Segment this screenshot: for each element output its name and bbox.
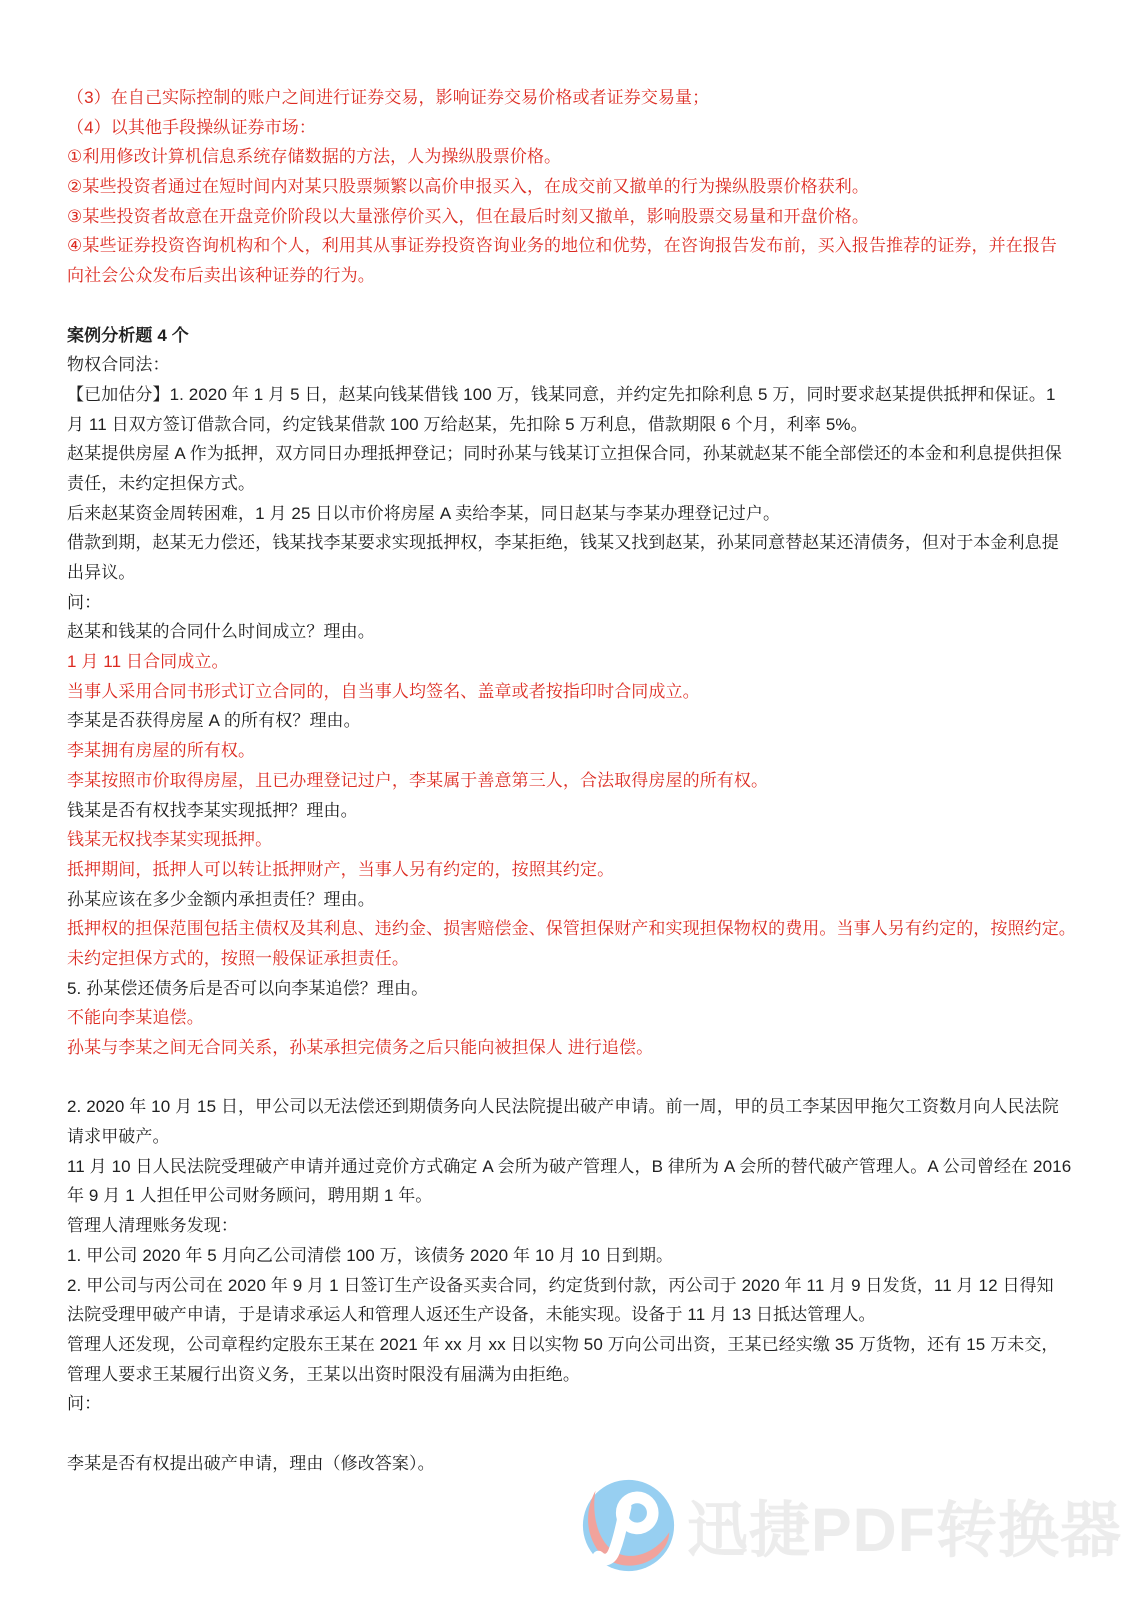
text-line: ③某些投资者故意在开盘竞价阶段以大量涨停价买入，但在最后时刻又撤单，影响股票交易量和开盘价格。 bbox=[67, 206, 869, 226]
text-line: 案例分析题 4 个 bbox=[67, 325, 189, 345]
text-line: 2. 2020 年 10 月 15 日，甲公司以无法偿还到期债务向人民法院提出破产申请。前一周，甲的员工李某因甲拖欠工资数月向人民法院 bbox=[67, 1097, 1059, 1117]
text-line: 后来赵某资金周转困难，1 月 25 日以市价将房屋 A 卖给李某，同日赵某与李某办理登记过户。 bbox=[67, 503, 781, 523]
text-line: 责任，未约定担保方式。 bbox=[67, 473, 256, 493]
text-line: 2. 甲公司与丙公司在 2020 年 9 月 1 日签订生产设备买卖合同，约定货到付款，丙公司于 2020 年 11 月 9 日发货，11 月 12 日得知 bbox=[67, 1275, 1054, 1295]
text-line: 【已加估分】1. 2020 年 1 月 5 日，赵某向钱某借钱 100 万，钱某同意，并约定先扣除利息 5 万，同时要求赵某提供抵押和保证。1 bbox=[67, 384, 1056, 404]
text-line: 问： bbox=[67, 1394, 102, 1414]
text-line: 年 9 月 1 人担任甲公司财务顾问，聘用期 1 年。 bbox=[67, 1186, 433, 1206]
text-line: 法院受理甲破产申请，于是请求承运人和管理人返还生产设备，未能实现。设备于 11 月 13 日抵达管理人。 bbox=[67, 1305, 876, 1325]
text-line: 李某是否获得房屋 A 的所有权？理由。 bbox=[67, 711, 361, 731]
text-line: 李某按照市价取得房屋，且已办理登记过户，李某属于善意第三人，合法取得房屋的所有权。 bbox=[67, 770, 769, 790]
text-line: ④某些证券投资咨询机构和个人，利用其从事证券投资咨询业务的地位和优势，在咨询报告发布前，买入报告推荐的证券，并在报告 bbox=[67, 236, 1058, 256]
text-line: （4）以其他手段操纵证券市场： bbox=[67, 117, 316, 137]
text-line: 管理人还发现，公司章程约定股东王某在 2021 年 xx 月 xx 日以实物 50 万向公司出资，王某已经实缴 35 万货物，还有 15 万未交， bbox=[67, 1334, 1059, 1354]
text-line: 向社会公众发布后卖出该种证券的行为。 bbox=[67, 266, 375, 286]
text-line: ②某些投资者通过在短时间内对某只股票频繁以高价申报买入，在成交前又撤单的行为操纵股票价格获利。 bbox=[67, 177, 869, 197]
text-line: 李某是否有权提出破产申请，理由（修改答案）。 bbox=[67, 1453, 435, 1473]
text-line: 管理人清理账务发现： bbox=[67, 1216, 238, 1236]
text-line: 孙某与李某之间无合同关系，孙某承担完债务之后只能向被担保人 进行追偿。 bbox=[67, 1038, 654, 1057]
blank-line bbox=[67, 1063, 1065, 1093]
text-line: 物权合同法： bbox=[67, 355, 170, 375]
text-line: （3）在自己实际控制的账户之间进行证券交易，影响证券交易价格或者证券交易量； bbox=[67, 88, 710, 107]
text-line: 出异议。 bbox=[67, 563, 136, 582]
text-line: 钱某是否有权找李某实现抵押？理由。 bbox=[67, 800, 358, 820]
text-line: 1 月 11 日合同成立。 bbox=[67, 652, 229, 672]
text-line: 月 11 日双方签订借款合同，约定钱某借款 100 万给赵某，先扣除 5 万利息，借款期限 6 个月，利率 5%。 bbox=[67, 414, 868, 434]
text-line: 赵某提供房屋 A 作为抵押，双方同日办理抵押登记；同时孙某与钱某订立担保合同，孙某就赵某不能全部偿还的本金和利息提供担保 bbox=[67, 444, 1062, 464]
text-line: 钱某无权找李某实现抵押。 bbox=[67, 830, 273, 850]
text-line: 当事人采用合同书形式订立合同的，自当事人均签名、盖章或者按指印时合同成立。 bbox=[67, 681, 700, 701]
pdf-converter-logo-icon bbox=[580, 1477, 677, 1574]
blank-line bbox=[67, 291, 1065, 321]
text-line: 抵押期间，抵押人可以转让抵押财产，当事人另有约定的，按照其约定。 bbox=[67, 859, 615, 879]
text-line: 未约定担保方式的，按照一般保证承担责任。 bbox=[67, 948, 409, 968]
text-line: 赵某和钱某的合同什么时间成立？理由。 bbox=[67, 622, 375, 642]
text-line: 孙某应该在多少金额内承担责任？理由。 bbox=[67, 889, 375, 909]
text-line: 李某拥有房屋的所有权。 bbox=[67, 741, 256, 761]
text-line: 问： bbox=[67, 592, 102, 612]
watermark bbox=[580, 1477, 1122, 1574]
text-line: 借款到期，赵某无力偿还，钱某找李某要求实现抵押权，李某拒绝，钱某又找到赵某，孙某同意替赵某还清债务，但对于本金利息提 bbox=[67, 533, 1059, 553]
text-line: 1. 甲公司 2020 年 5 月向乙公司清偿 100 万，该债务 2020 年 10 月 10 日到期。 bbox=[67, 1245, 674, 1265]
text-line: 请求甲破产。 bbox=[67, 1127, 170, 1147]
text-line: ①利用修改计算机信息系统存储数据的方法，人为操纵股票价格。 bbox=[67, 147, 562, 167]
text-line: 11 月 10 日人民法院受理破产申请并通过竞价方式确定 A 会所为破产管理人，B 律所为 A 会所的替代破产管理人。A 公司曾经在 2016 bbox=[67, 1156, 1072, 1176]
blank-line bbox=[67, 1419, 1065, 1449]
text-line: 抵押权的担保范围包括主债权及其利息、违约金、损害赔偿金、保管担保财产和实现担保物权的费用。当事人另有约定的，按照约定。 bbox=[67, 919, 1076, 939]
text-line: 管理人要求王某履行出资义务，王某以出资时限没有届满为由拒绝。 bbox=[67, 1364, 580, 1384]
text-line: 5. 孙某偿还债务后是否可以向李某追偿？理由。 bbox=[67, 978, 429, 998]
text-line: 不能向李某追偿。 bbox=[67, 1008, 204, 1028]
watermark-brand-text: 迅捷PDF转换器 bbox=[687, 1496, 1123, 1564]
document-text bbox=[67, 83, 1076, 1478]
